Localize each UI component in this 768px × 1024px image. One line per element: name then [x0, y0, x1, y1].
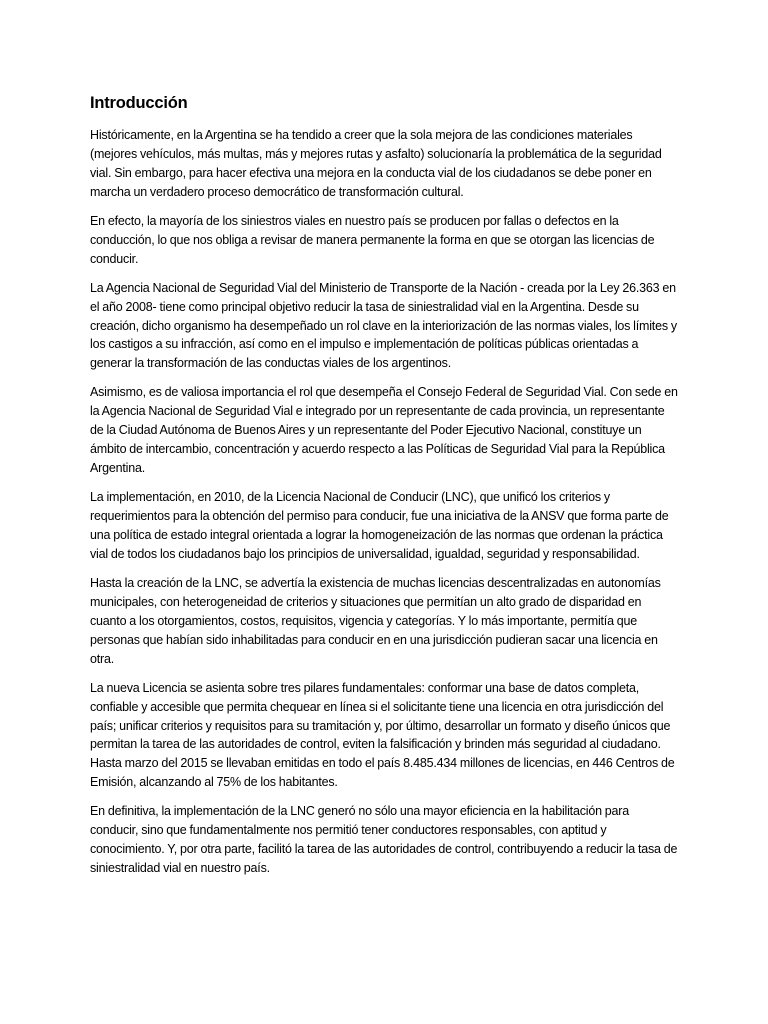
paragraph-7: La nueva Licencia se asienta sobre tres pilares fundamentales: conformar una base de datos completa, confiable y accesible que permita chequear en línea si el solicitante tiene una licencia en otra jurisdicción del país; unificar criterios y requisitos para su tramitación y, por último, desarrollar un formato y diseño únicos que permitan la tarea de las autoridades de control, eviten la falsificación y brinden más seguridad al ciudadano. Hasta marzo del 2015 se llevaban emitidas en todo el país 8.485.434 millones de licencias, en 446 Centros de Emisión, alcanzando al 75% de los habitantes.	[90, 680, 675, 790]
document-page	[90, 92, 680, 888]
paragraph-8: En definitiva, la implementación de la LNC generó no sólo una mayor eficiencia en la habilitación para conducir, sino que fundamentalmente nos permitió tener conductores responsables, con aptitud y conocimiento. Y, por otra parte, facilitó la tarea de las autoridades de control, contribuyendo a reducir la tasa de siniestralidad vial en nuestro país.	[90, 804, 678, 876]
document-title: Introducción	[90, 94, 188, 112]
paragraph-3: La Agencia Nacional de Seguridad Vial del Ministerio de Transporte de la Nación - creada por la Ley 26.363 en el año 2008- tiene como principal objetivo reducir la tasa de siniestralidad vial en la Argentina. Desde su creación, dicho organismo ha desempeñado un rol clave en la interiorización de las normas viales, los límites y los castigos a su infracción, así como en el impulso e implementación de políticas públicas orientadas a generar la transformación de las conductas viales de los argentinos.	[90, 280, 677, 371]
paragraph-5: La implementación, en 2010, de la Licencia Nacional de Conducir (LNC), que unificó los criterios y requerimientos para la obtención del permiso para conducir, fue una iniciativa de la ANSV que forma parte de una política de estado integral orientada a lograr la homogeneización de las normas que ordenan la práctica vial de todos los ciudadanos bajo los principios de universalidad, igualdad, seguridad y responsabilidad.	[90, 490, 669, 561]
paragraph-2: En efecto, la mayoría de los siniestros viales en nuestro país se producen por fallas o defectos en la conducción, lo que nos obliga a revisar de manera permanente la forma en que se otorgan las licencias de conducir.	[90, 213, 655, 266]
paragraph-4: Asimismo, es de valiosa importancia el rol que desempeña el Consejo Federal de Seguridad Vial. Con sede en la Agencia Nacional de Seguridad Vial e integrado por un representante de cada provincia, un representante de la Ciudad Autónoma de Buenos Aires y un representante del Poder Ejecutivo Nacional, constituye un ámbito de intercambio, concentración y acuerdo respecto a las Políticas de Seguridad Vial para la República Argentina.	[90, 385, 678, 476]
paragraph-1: Históricamente, en la Argentina se ha tendido a creer que la sola mejora de las condiciones materiales (mejores vehículos, más multas, más y mejores rutas y asfalto) solucionaría la problemática de la seguridad vial. Sin embargo, para hacer efectiva una mejora en la conducta vial de los ciudadanos se debe poner en marcha un verdadero proceso democrático de transformación cultural.	[90, 128, 662, 199]
paragraph-6: Hasta la creación de la LNC, se advertía la existencia de muchas licencias descentralizadas en autonomías municipales, con heterogeneidad de criterios y situaciones que permitían un alto grado de disparidad en cuanto a los otorgamientos, costos, requisitos, vigencia y categorías. Y lo más importante, permitía que personas que habían sido inhabilitadas para conducir en en una jurisdicción pudieran sacar una licencia en otra.	[90, 575, 661, 666]
